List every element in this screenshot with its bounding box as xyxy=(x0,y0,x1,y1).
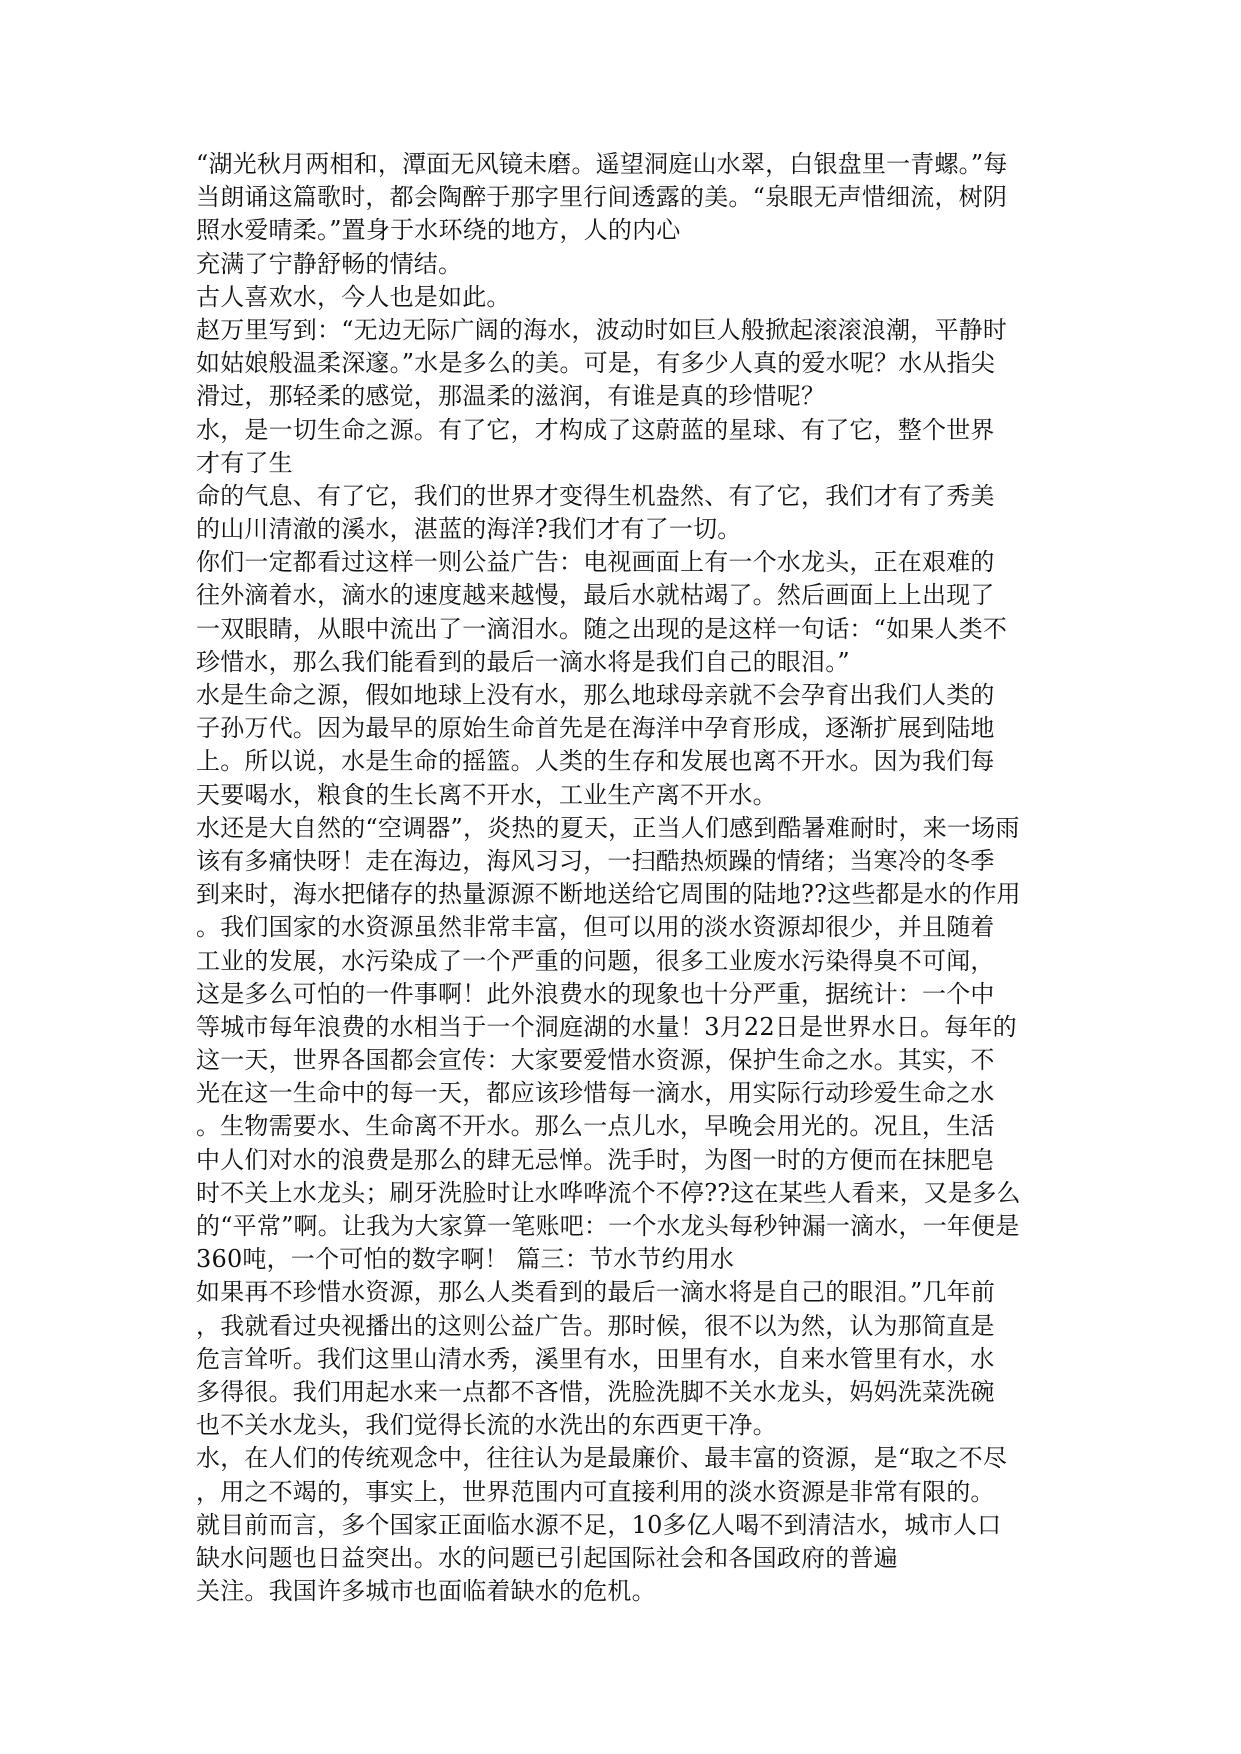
text-line: 命的气息、有了它，我们的世界才变得生机盎然、有了它，我们才有了秀美 xyxy=(196,481,995,510)
text-line: 照水爱晴柔。”置身于水环绕的地方，人的内心 xyxy=(196,216,681,245)
text-line: 滑过，那轻柔的感觉，那温柔的滋润，有谁是真的珍惜呢？ xyxy=(196,382,826,411)
text-line: 多得很。我们用起水来一点都不吝惜，洗脸洗脚不关水龙头，妈妈洗菜洗碗 xyxy=(196,1377,995,1406)
text-line: 珍惜水，那么我们能看到的最后一滴水将是我们自己的眼泪。” xyxy=(196,647,850,676)
document-body xyxy=(196,148,1056,1608)
text-line: 光在这一生命中的每一天，都应该珍惜每一滴水，用实际行动珍爱生命之水 xyxy=(196,1079,995,1108)
text-line: 缺水问题也日益突出。水的问题已引起国际社会和各国政府的普遍 xyxy=(196,1543,898,1572)
text-line: 的“平常”啊。让我为大家算一笔账吧：一个水龙头每秒钟漏一滴水，一年便是 xyxy=(196,1212,1020,1240)
text-line: 等城市每年浪费的水相当于一个洞庭湖的水量！3月22日是世界水日。每年的 xyxy=(196,1012,1017,1041)
text-line: 一双眼睛，从眼中流出了一滴泪水。随之出现的是这样一句话：“如果人类不 xyxy=(196,614,1008,643)
text-line: 水是生命之源，假如地球上没有水，那么地球母亲就不会孕育出我们人类的 xyxy=(196,681,995,709)
text-line: 你们一定都看过这样一则公益广告：电视画面上有一个水龙头，正在艰难的 xyxy=(196,548,995,577)
text-line: 也不关水龙头，我们觉得长流的水洗出的东西更干净。 xyxy=(196,1411,777,1440)
text-line: 该有多痛快呀！走在海边，海风习习，一扫酷热烦躁的情绪；当寒冷的冬季 xyxy=(196,846,995,875)
text-line: 360吨，一个可怕的数字啊！ 篇三：节水节约用水 xyxy=(196,1245,735,1274)
text-line: 子孙万代。因为最早的原始生命首先是在海洋中孕育形成，逐渐扩展到陆地 xyxy=(196,714,995,743)
text-line: 当朗诵这篇歌时，都会陶醉于那字里行间透露的美。“泉眼无声惜细流，树阴 xyxy=(196,183,1008,212)
text-line: “湖光秋月两相和，潭面无风镜未磨。遥望洞庭山水翠，白银盘里一青螺。”每 xyxy=(196,150,1008,178)
text-line: 中人们对水的浪费是那么的肆无忌惮。洗手时，为图一时的方便而在抹肥皂 xyxy=(196,1145,995,1174)
text-line: 古人喜欢水，今人也是如此。 xyxy=(196,282,511,311)
text-line: 赵万里写到：“无边无际广阔的海水，波动时如巨人般掀起滚滚浪潮，平静时 xyxy=(196,315,1008,344)
text-line: 。生物需要水、生命离不开水。那么一点儿水，早晚会用光的。况且，生活 xyxy=(196,1112,995,1141)
text-line: 危言耸听。我们这里山清水秀，溪里有水，田里有水，自来水管里有水，水 xyxy=(196,1344,995,1373)
text-line: 的山川清澈的溪水，湛蓝的海洋?我们才有了一切。 xyxy=(196,515,742,544)
text-line: 如姑娘般温柔深邃。”水是多么的美。可是，有多少人真的爱水呢？水从指尖 xyxy=(196,349,996,378)
text-line: 这一天，世界各国都会宣传：大家要爱惜水资源，保护生命之水。其实，不 xyxy=(196,1046,995,1075)
text-line: 就目前而言，多个国家正面临水源不足，10多亿人喝不到清洁水，城市人口 xyxy=(196,1510,1002,1539)
text-line: ，我就看过央视播出的这则公益广告。那时候，很不以为然，认为那简直是 xyxy=(196,1311,995,1340)
text-line: 天要喝水，粮食的生长离不开水，工业生产离不开水。 xyxy=(196,780,777,809)
text-line: 这是多么可怕的一件事啊！此外浪费水的现象也十分严重，据统计：一个中 xyxy=(196,979,995,1008)
text-line: 水，是一切生命之源。有了它，才构成了这蔚蓝的星球、有了它，整个世界 xyxy=(196,415,995,444)
text-line: 往外滴着水，滴水的速度越来越慢，最后水就枯竭了。然后画面上上出现了 xyxy=(196,581,995,610)
text-line: 才有了生 xyxy=(196,448,293,477)
text-line: 水，在人们的传统观念中，往往认为是最廉价、最丰富的资源，是“取之不尽 xyxy=(196,1444,1008,1473)
text-line: 工业的发展，水污染成了一个严重的问题，很多工业废水污染得臭不可闻， xyxy=(196,946,995,975)
text-line: 上。所以说，水是生命的摇篮。人类的生存和发展也离不开水。因为我们每 xyxy=(196,747,995,776)
text-line: 如果再不珍惜水资源，那么人类看到的最后一滴水将是自己的眼泪。”几年前 xyxy=(196,1278,996,1307)
text-line: 关注。我国许多城市也面临着缺水的危机。 xyxy=(196,1577,656,1606)
text-line: 充满了宁静舒畅的情结。 xyxy=(196,249,463,278)
text-line: 时不关上水龙头；刷牙洗脸时让水哗哗流个不停??这在某些人看来，又是多么 xyxy=(196,1178,1021,1207)
text-line: ，用之不竭的，事实上，世界范围内可直接利用的淡水资源是非常有限的。 xyxy=(196,1477,995,1506)
text-line: 水还是大自然的“空调器”，炎热的夏天，正当人们感到酷暑难耐时，来一场雨 xyxy=(196,813,1020,842)
text-line: 。我们国家的水资源虽然非常丰富，但可以用的淡水资源却很少，并且随着 xyxy=(196,913,995,942)
text-line: 到来时，海水把储存的热量源源不断地送给它周围的陆地??这些都是水的作用 xyxy=(196,880,1021,909)
